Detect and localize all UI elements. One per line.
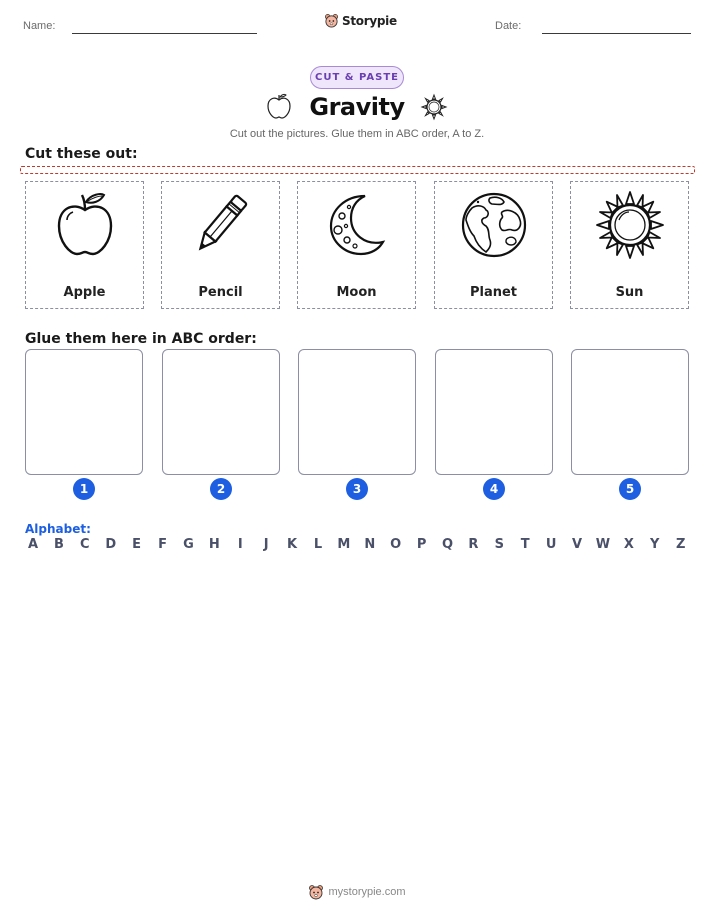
storypie-mascot-icon xyxy=(324,13,339,28)
cut-card-sun[interactable] xyxy=(570,181,689,309)
alphabet-letter: U xyxy=(545,537,557,552)
alphabet-letter: F xyxy=(158,537,167,552)
cut-card-label: Planet xyxy=(469,285,518,300)
glue-box-1[interactable] xyxy=(25,349,143,475)
alphabet-letter: A xyxy=(27,537,39,552)
brand-logo xyxy=(324,13,397,28)
alphabet-letter: E xyxy=(132,537,142,552)
alphabet-row xyxy=(25,537,689,552)
glue-box-3[interactable] xyxy=(298,349,416,475)
alphabet-letter: R xyxy=(468,537,479,552)
order-number-badge: 5 xyxy=(619,478,641,500)
alphabet-letter: G xyxy=(183,537,194,552)
cut-card-apple[interactable] xyxy=(25,181,144,309)
order-number-badge: 1 xyxy=(73,478,95,500)
instructions: Cut out the pictures. Glue them in ABC order, A to Z. xyxy=(229,128,485,140)
alphabet-letter: P xyxy=(416,537,427,552)
cut-card-label: Apple xyxy=(63,285,106,300)
alphabet-letter: C xyxy=(80,537,90,552)
pencil-icon xyxy=(189,190,253,258)
cut-section-heading: Cut these out: xyxy=(25,146,138,162)
cut-card-pencil[interactable] xyxy=(161,181,280,309)
alphabet-letter: Q xyxy=(441,537,454,552)
storypie-mascot-icon xyxy=(308,884,324,900)
alphabet-letter: I xyxy=(237,537,243,552)
alphabet-letter: V xyxy=(572,537,583,552)
alphabet-letter: H xyxy=(208,537,220,552)
sun-icon xyxy=(595,190,665,260)
alphabet-letter: X xyxy=(623,537,634,552)
glue-box-4[interactable] xyxy=(435,349,553,475)
alphabet-letter: Y xyxy=(650,537,660,552)
order-number-badge: 2 xyxy=(210,478,232,500)
sun-icon xyxy=(420,93,448,121)
alphabet-letter: S xyxy=(494,537,504,552)
date-line[interactable] xyxy=(542,33,691,34)
date-label: Date: xyxy=(495,20,522,32)
cut-card-moon[interactable] xyxy=(297,181,416,309)
alphabet-letter: B xyxy=(53,537,64,552)
glue-section-heading: Glue them here in ABC order: xyxy=(25,331,257,347)
cut-card-label: Sun xyxy=(615,285,644,300)
cut-card-label: Moon xyxy=(336,285,377,300)
moon-icon xyxy=(325,190,389,258)
alphabet-letter: W xyxy=(595,537,611,552)
name-label: Name: xyxy=(23,20,56,32)
cut-card-label: Pencil xyxy=(198,285,243,300)
planet-icon xyxy=(460,190,528,258)
footer xyxy=(0,884,714,900)
glue-box-2[interactable] xyxy=(162,349,280,475)
apple-icon xyxy=(266,92,292,120)
alphabet-letter: J xyxy=(263,537,269,552)
alphabet-letter: D xyxy=(105,537,117,552)
alphabet-letter: L xyxy=(313,537,323,552)
glue-box-5[interactable] xyxy=(571,349,689,475)
page-title: Gravity xyxy=(309,93,405,121)
alphabet-label: Alphabet: xyxy=(25,522,91,536)
alphabet-letter: K xyxy=(287,537,298,552)
alphabet-letter: Z xyxy=(675,537,686,552)
footer-url[interactable]: mystorypie.com xyxy=(328,886,406,898)
cut-line xyxy=(20,166,695,174)
alphabet-letter: T xyxy=(520,537,530,552)
alphabet-letter: O xyxy=(390,537,402,552)
brand-name: Storypie xyxy=(342,13,397,28)
order-number-badge: 4 xyxy=(483,478,505,500)
cut-card-planet[interactable] xyxy=(434,181,553,309)
cut-paste-badge: CUT & PASTE xyxy=(310,66,404,89)
order-number-badge: 3 xyxy=(346,478,368,500)
name-line[interactable] xyxy=(72,33,257,34)
apple-icon xyxy=(55,190,115,258)
alphabet-letter: M xyxy=(337,537,351,552)
alphabet-letter: N xyxy=(364,537,376,552)
